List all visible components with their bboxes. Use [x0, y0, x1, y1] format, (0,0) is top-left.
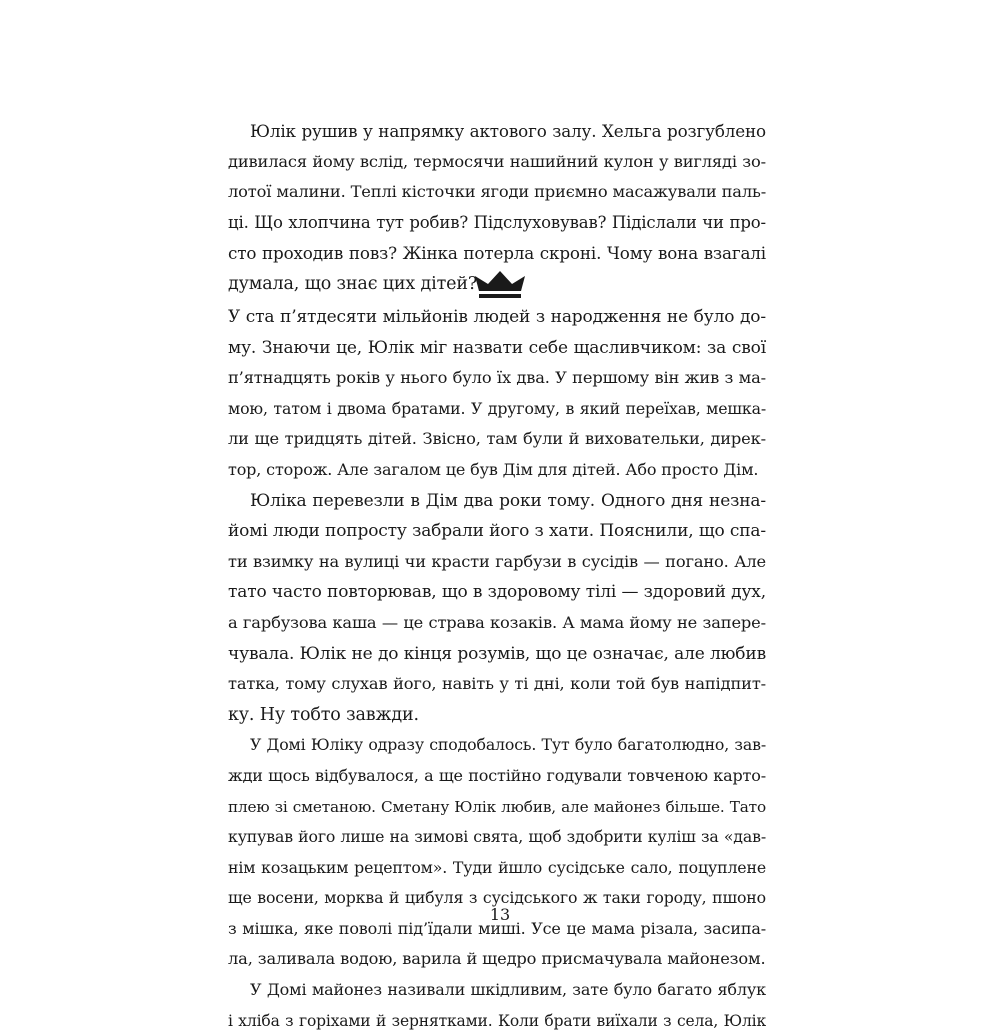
- text-line: Юлік рушив у напрямку актового залу. Хельга розгублено: [250, 121, 766, 141]
- text-line: дивилася йому вслід, термосячи нашийний кулон у вигляді зо-: [228, 151, 766, 171]
- text-line: У Домі Юліку одразу сподобалось. Тут було багатолюдно, зав-: [250, 735, 766, 755]
- text-line: думала, що знає цих дітей?: [228, 273, 478, 294]
- page-number: 13: [489, 905, 511, 924]
- main-text: [228, 302, 766, 1036]
- text-line: ти взимку на вулиці чи красти гарбузи в сусідів — погано. Але: [228, 551, 766, 571]
- text-line: жди щось відбувалося, а ще постійно годували товченою карто-: [228, 765, 766, 785]
- text-line: му. Знаючи це, Юлік міг назвати себе щасливчиком: за свої: [228, 337, 766, 358]
- text-line: ці. Що хлопчина тут робив? Підслуховував? Підіслали чи про-: [228, 212, 766, 232]
- text-line: йомі люди попросту забрали його з хати. Пояснили, що спа-: [228, 521, 766, 542]
- crown-icon: [473, 270, 527, 300]
- text-line: ли ще тридцять дітей. Звісно, там були й виховательки, дирек-: [228, 429, 766, 449]
- text-line: а гарбузова каша — це страва козаків. А мама йому не запере-: [228, 612, 766, 632]
- text-line: Юліка перевезли в Дім два роки тому. Одного дня незна-: [250, 490, 766, 511]
- text-line: нім козацьким рецептом». Туди йшло сусідське сало, поцуплене: [228, 857, 766, 877]
- text-line: ще восени, морква й цибуля з сусідського ж таки городу, пшоно: [228, 888, 766, 908]
- text-line: У Домі майонез називали шкідливим, зате було багато яблук: [250, 980, 766, 1000]
- text-line: ла, заливала водою, варила й щедро присмачувала майонезом.: [228, 949, 766, 969]
- text-line: У ста п’ятдесяти мільйонів людей з народження не було до-: [228, 307, 766, 327]
- text-line: купував його лише на зимові свята, щоб здобрити куліш за «дав-: [228, 827, 766, 847]
- text-line: тор, сторож. Але загалом це був Дім для дітей. Або просто Дім.: [228, 459, 759, 479]
- text-line: татка, тому слухав його, навіть у ті дні, коли той був напідпит-: [228, 674, 766, 694]
- text-line: лотої малини. Теплі кісточки ягоди приємно масажували паль-: [228, 182, 767, 202]
- text-line: чувала. Юлік не до кінця розумів, що це означає, але любив: [228, 643, 766, 664]
- text-line: п’ятнадцять років у нього було їх два. У першому він жив з ма-: [228, 368, 766, 388]
- text-line: тато часто повторював, що в здоровому тілі — здоровий дух,: [228, 582, 766, 603]
- text-line: з мішка, яке поволі під’їдали миші. Усе це мама різала, засипа-: [228, 918, 766, 938]
- text-line: сто проходив повз? Жінка потерла скроні. Чому вона взагалі: [228, 243, 766, 264]
- text-line: плею зі сметаною. Сметану Юлік любив, але майонез більше. Тато: [228, 797, 766, 816]
- text-line: мою, татом і двома братами. У другому, в який переїхав, мешка-: [228, 398, 766, 418]
- text-line: ку. Ну тобто завжди.: [228, 704, 419, 725]
- text-line: і хліба з горіхами й зернятками. Коли брати виїхали з села, Юлік: [228, 1011, 766, 1030]
